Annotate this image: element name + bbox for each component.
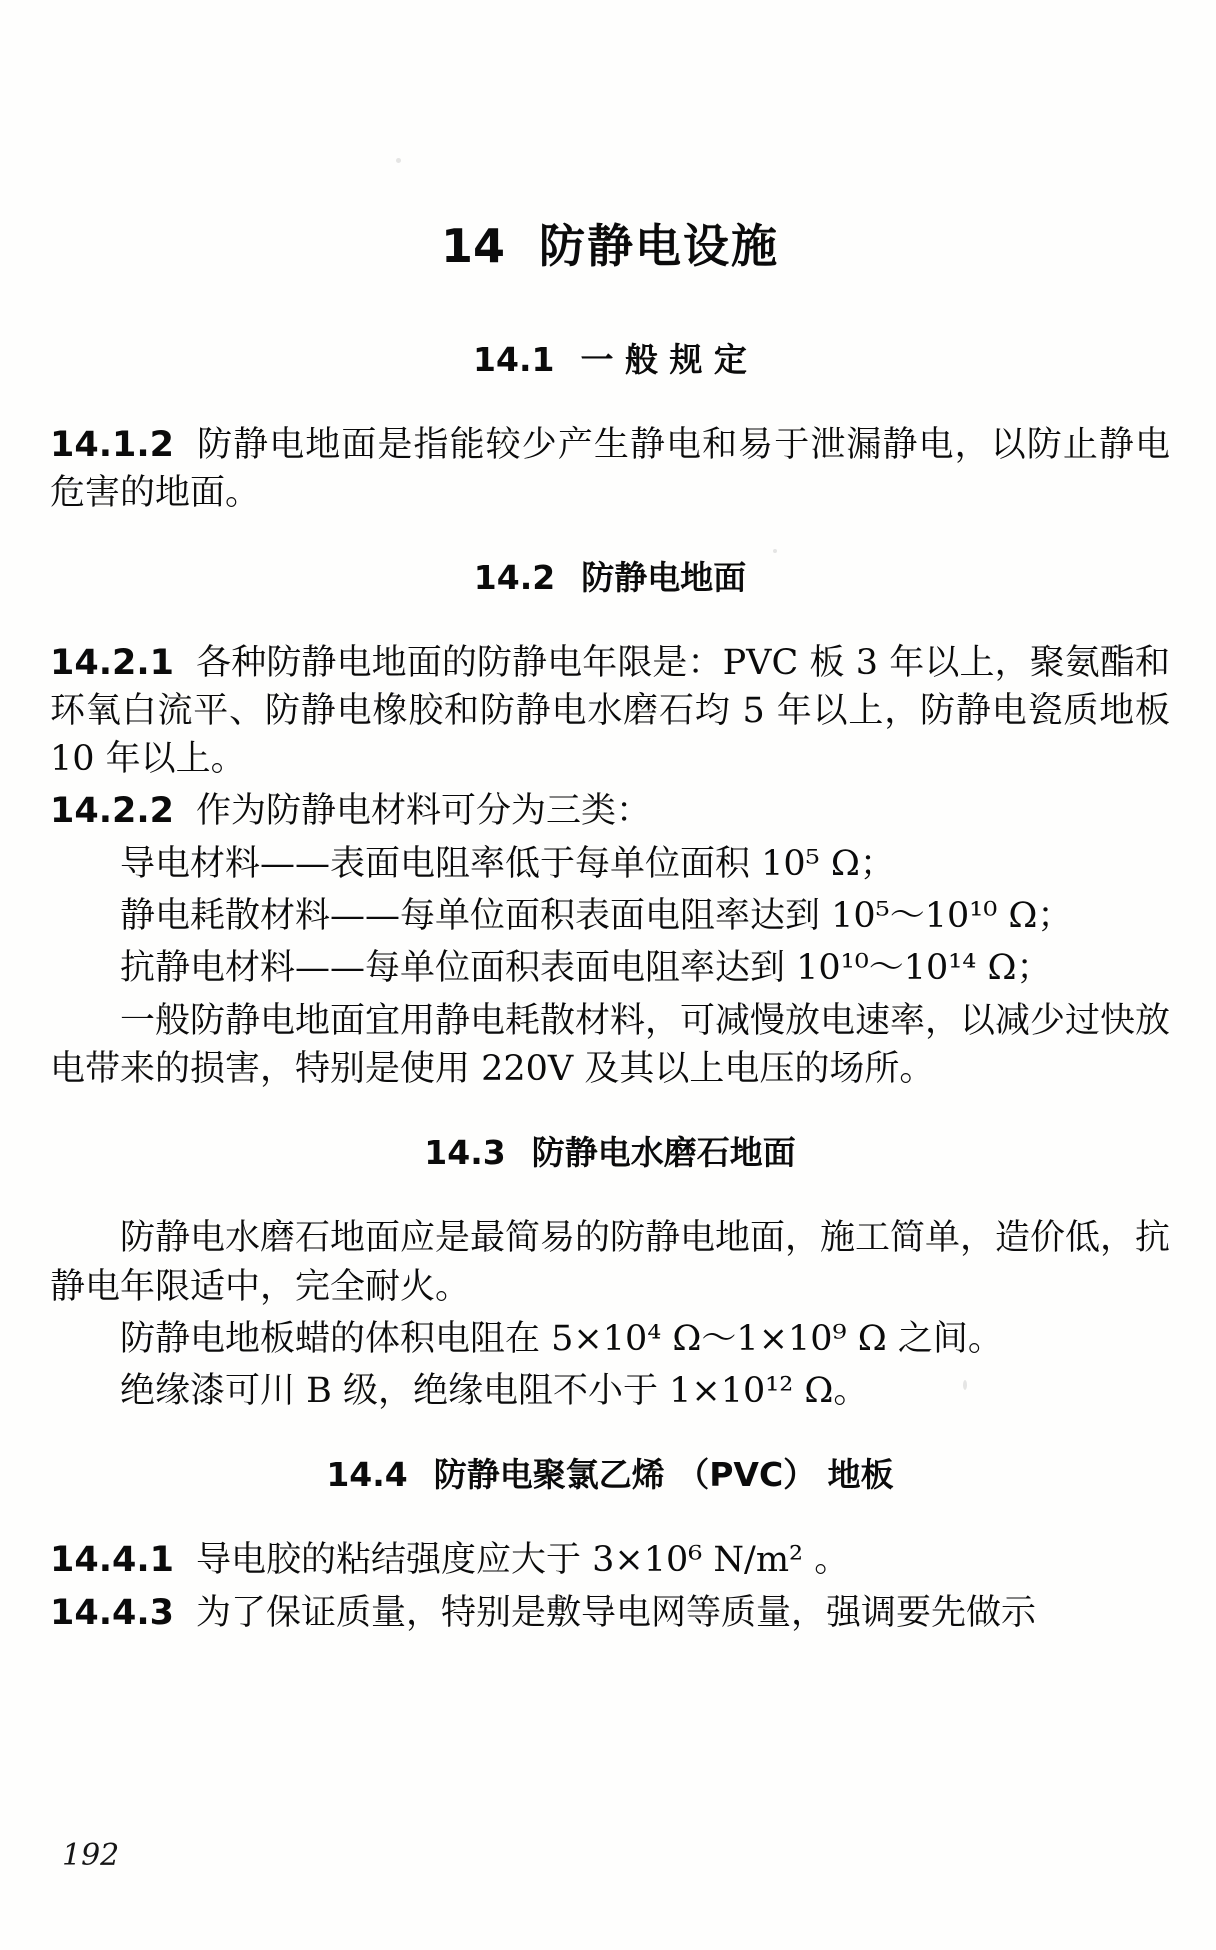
list-item: 防静电水磨石地面应是最简易的防静电地面，施工简单，造价低，抗静电年限适中，完全耐火。 (50, 1218, 1171, 1307)
list-item: 导电材料——表面电阻率低于每单位面积 10⁵ Ω； (120, 843, 895, 884)
section-number: 14.1 (473, 340, 555, 379)
chapter-heading (50, 210, 1170, 276)
clause-number: 14.1.2 (50, 425, 175, 465)
paragraph-14-4-1 (50, 1536, 1170, 1584)
section-title-text: 防静电水磨石地面 (531, 1133, 796, 1173)
list-item: 防静电地板蜡的体积电阻在 5×10⁴ Ω～1×10⁹ Ω 之间。 (120, 1318, 1003, 1359)
clause-number: 14.2.2 (50, 791, 175, 832)
list-item: 绝缘漆可川 B 级，绝缘电阻不小于 1×10¹² Ω。 (120, 1371, 869, 1412)
spacer (50, 1097, 1170, 1127)
page-number: 192 (62, 1838, 120, 1873)
section-title-text: 一 般 规 定 (580, 340, 747, 379)
section-title-text: 防静电地面 (581, 557, 747, 597)
list-item: 静电耗散材料——每单位面积表面电阻率达到 10⁵～10¹⁰ Ω； (120, 896, 1073, 937)
section-heading-14-4 (50, 1449, 1170, 1496)
section-number: 14.4 (326, 1455, 408, 1495)
section-heading-14-3 (50, 1127, 1170, 1174)
paragraph-14-1-2 (50, 421, 1170, 518)
clause-text: 各种防静电地面的防静电年限是：PVC 板 3 年以上，聚氨酯和环氧白流平、防静电橡胶和防静电水磨石均 5 年以上，防静电瓷质地板 10 年以上。 (50, 642, 1170, 780)
clause-text: 为了保证质量，特别是敷导电网等质量，强调要先做示 (196, 1592, 1037, 1633)
section-number: 14.3 (424, 1133, 506, 1173)
clause-number: 14.4.3 (50, 1592, 175, 1633)
paragraph-14-4-3 (50, 1589, 1170, 1637)
section-title-text: 防静电聚氯乙烯 （PVC） 地板 (433, 1455, 894, 1495)
clause-text: 作为防静电材料可分为三类： (196, 791, 652, 832)
section-number: 14.2 (473, 557, 556, 597)
clause-text: 防静电地面是指能较少产生静电和易于泄漏静电，以防止静电危害的地面。 (50, 425, 1170, 514)
chapter-number: 14 (440, 219, 505, 273)
clause-number: 14.2.1 (50, 642, 175, 683)
chapter-title-text: 防静电设施 (539, 219, 779, 273)
scan-speckle (396, 158, 401, 163)
list-item: 抗静电材料——每单位面积表面电阻率达到 10¹⁰～10¹⁴ Ω； (120, 948, 1052, 989)
clause-number: 14.4.1 (50, 1540, 175, 1581)
spacer (50, 522, 1170, 552)
paragraph-14-2-2 (50, 787, 1170, 835)
list-item: 一般防静电地面宜用静电耗散材料，可减慢放电速率，以减少过快放电带来的损害，特别是使用 220V 及其以上电压的场所。 (50, 1000, 1171, 1089)
spacer (50, 1419, 1170, 1449)
clause-text: 导电胶的粘结强度应大于 3×10⁶ N/m² 。 (196, 1540, 850, 1581)
section-heading-14-2 (50, 552, 1170, 599)
section-heading-14-1 (50, 334, 1170, 381)
page-body (50, 210, 1170, 1641)
paragraph-14-2-1 (50, 639, 1170, 784)
